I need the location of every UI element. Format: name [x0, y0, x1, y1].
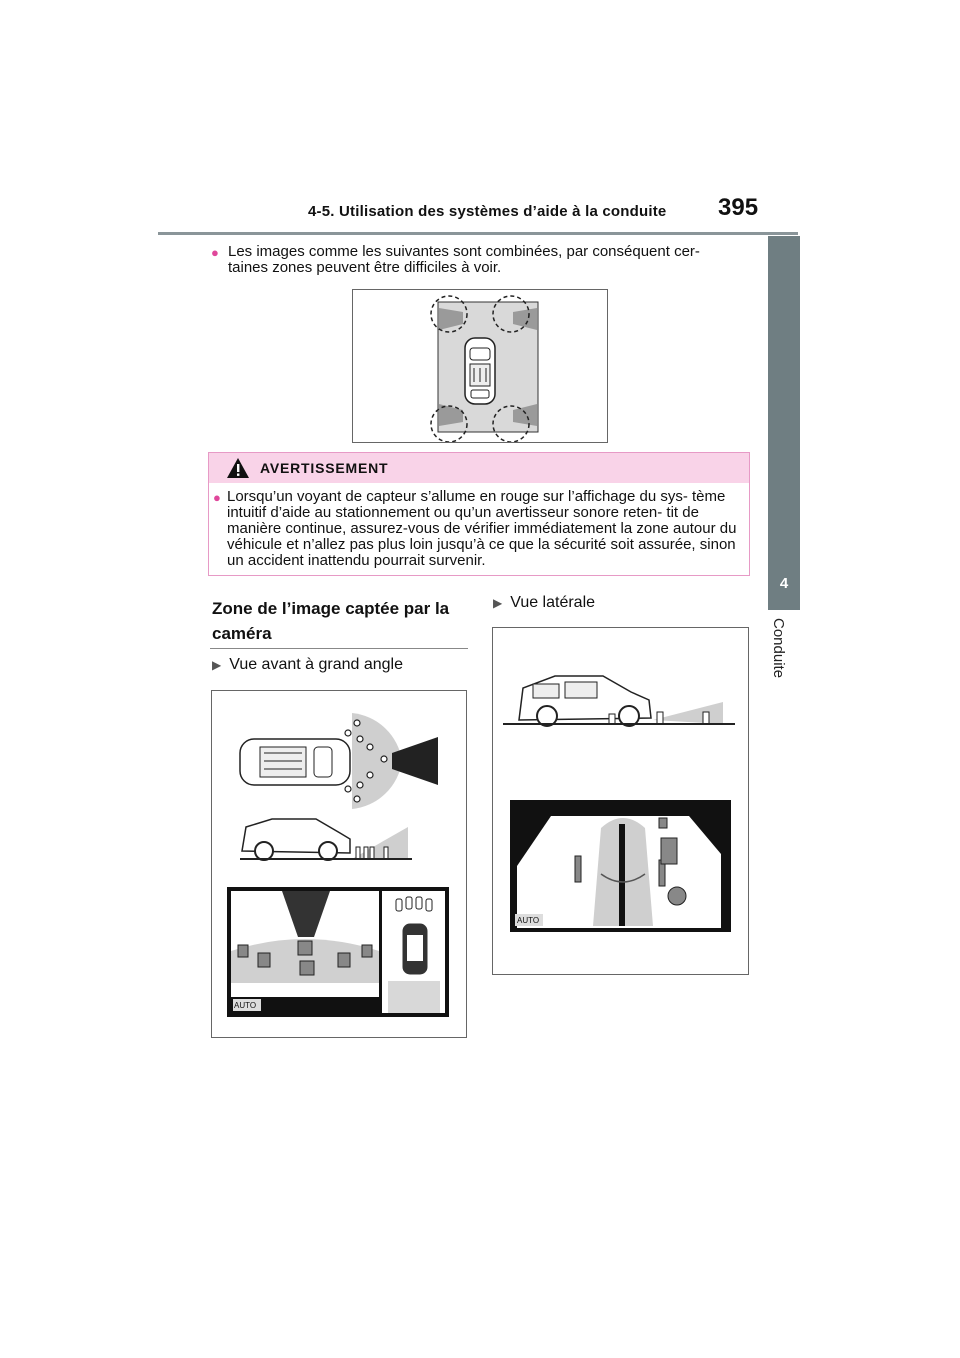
car-side-view-icon: [519, 676, 651, 726]
side-view-label: Vue latérale: [510, 594, 596, 611]
side-view-diagram: [493, 628, 748, 974]
page-number: 395: [718, 194, 759, 221]
section-rule: [210, 648, 468, 649]
bullet-icon: ●: [213, 490, 221, 505]
chapter-tab: [768, 236, 800, 610]
intro-bullet: [211, 244, 219, 262]
car-top-view-icon: [465, 338, 495, 404]
section-title: Zone de l’image captée par la caméra: [212, 599, 450, 643]
intro-text: Les images comme les suivantes sont combinées, par conséquent cer- taines zones peuvent être difficiles à voir.: [228, 243, 700, 276]
car-side-view-icon: [242, 819, 350, 860]
front-view-label: Vue avant à grand angle: [229, 656, 403, 673]
side-view-figure: [492, 627, 749, 975]
warning-triangle-icon: [226, 457, 250, 479]
chapter-label: Conduite: [770, 618, 787, 679]
front-view-diagram: [212, 691, 466, 1037]
car-top-view-icon: [402, 923, 428, 975]
composite-diagram: [353, 290, 607, 442]
front-view-heading: [212, 656, 403, 674]
auto-button-label: AUTO: [234, 1001, 257, 1010]
front-view-figure: [211, 690, 467, 1038]
warning-box: [208, 452, 750, 576]
side-view-heading: [493, 594, 595, 612]
warning-bullet: [213, 489, 221, 507]
camera-composite-figure: [352, 289, 608, 443]
triangle-bullet-icon: ▶: [493, 596, 503, 610]
auto-button-label: AUTO: [517, 916, 540, 925]
warning-title: AVERTISSEMENT: [260, 460, 389, 476]
running-header: 4-5. Utilisation des systèmes d’aide à la conduite: [308, 203, 667, 220]
bullet-icon: ●: [211, 245, 219, 260]
chapter-number: 4: [779, 575, 789, 592]
warning-header: [209, 453, 749, 483]
car-top-view-icon: [240, 739, 350, 785]
camera-cone-icon: [392, 737, 438, 785]
warning-text: Lorsqu’un voyant de capteur s’allume en rouge sur l’affichage du sys- tème intuitif d’aide au stationnement ou qu’un avertisseur sonore reten- tit de manière continue, assurez-vous de vérifier immédiatement la zone autour du véhicule et n’allez pas plus loin jusqu’à ce que la sécurité soit assurée, sinon un accident inattendu pourrait survenir.: [227, 488, 737, 569]
header-rule: [158, 232, 798, 235]
triangle-bullet-icon: ▶: [212, 658, 222, 672]
